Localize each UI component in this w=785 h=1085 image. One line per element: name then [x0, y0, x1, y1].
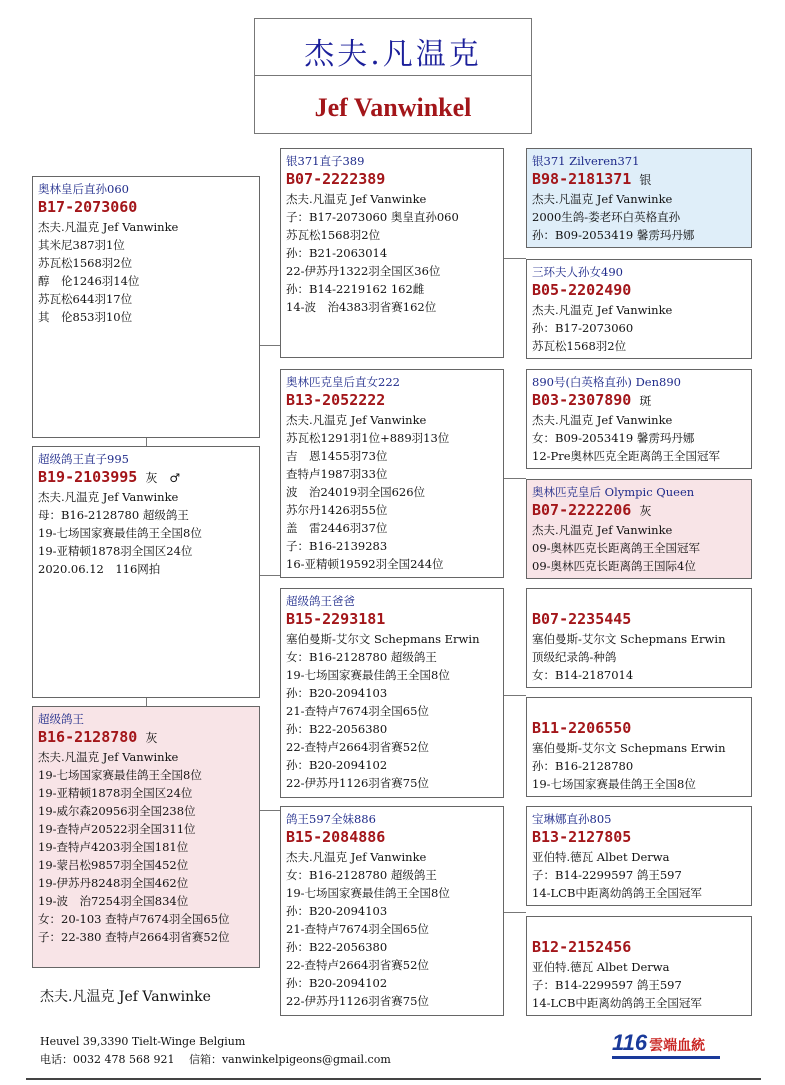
pedigree-box-sire: [32, 176, 260, 438]
ring-number: B12-2152456: [532, 938, 632, 956]
box-heading: 超级鸽王: [38, 712, 84, 726]
box-line: 苏瓦松644羽17位: [38, 292, 133, 306]
box-line: 女：20-103 查特卢7674羽全国65位: [38, 912, 230, 926]
box-line: 女：B16-2128780 超级鸽王: [286, 650, 437, 664]
box-line: 21-查特卢7674羽全国65位: [286, 922, 429, 936]
box-line: 子：B16-2139283: [286, 539, 388, 553]
box-line: 孙：B22-2056380: [286, 940, 388, 954]
box-line: 22-伊苏丹1126羽省赛75位: [286, 994, 429, 1008]
box-line: 21-查特卢7674羽全国65位: [286, 704, 429, 718]
ring-number: B07-2222206 灰: [532, 501, 652, 519]
box-line: 孙：B09-2053419 馨雳玛丹娜: [532, 228, 695, 242]
box-line: 14-波 治4383羽省赛162位: [286, 300, 437, 314]
connector-line: [260, 810, 280, 811]
ring-number: B16-2128780 灰: [38, 728, 158, 746]
box-line: 19-七场国家赛最佳鸽王全国8位: [38, 526, 202, 540]
box-line: 19-蒙吕松9857羽全国452位: [38, 858, 189, 872]
box-heading: 890号(白英格直孙) Den890: [532, 375, 681, 389]
box-heading: [532, 920, 751, 938]
box-heading: 银371 Zilveren371: [532, 154, 640, 168]
box-line: 19-波 治7254羽全国834位: [38, 894, 189, 908]
box-heading: 银371直子389: [286, 154, 365, 168]
box-line: 19-亚精顿1878羽全国区24位: [38, 544, 193, 558]
box-line: 其米尼387羽1位: [38, 238, 125, 252]
box-heading: 鸽王597全妹886: [286, 812, 376, 826]
box-line: 22-查特卢2664羽省赛52位: [286, 740, 429, 754]
box-line: 孙：B20-2094102: [286, 758, 388, 772]
box-line: 孙：B20-2094103: [286, 904, 388, 918]
box-heading: 超级鸽王爸爸: [286, 594, 355, 608]
box-line: 杰夫.凡温克 Jef Vanwinke: [38, 750, 179, 764]
box-line: 女：B09-2053419 馨雳玛丹娜: [532, 431, 695, 445]
ring-number: B13-2052222: [286, 391, 386, 409]
box-line: 子：22-380 查特卢2664羽省赛52位: [38, 930, 230, 944]
box-line: 女：B14-2187014: [532, 668, 634, 682]
box-line: 孙：B16-2128780: [532, 759, 634, 773]
box-line: 杰夫.凡温克 Jef Vanwinke: [286, 413, 427, 427]
pedigree-box-ggp-3: [526, 369, 752, 469]
address-line: Heuvel 39,3390 Tielt-Winge Belgium: [40, 1035, 246, 1048]
brand-logo: [612, 1030, 722, 1058]
box-line: 19-七场国家赛最佳鸽王全国8位: [286, 886, 450, 900]
box-line: 22-伊苏丹1322羽全国区36位: [286, 264, 441, 278]
box-line: 孙：B21-2063014: [286, 246, 388, 260]
box-line: 19-七场国家赛最佳鸽王全国8位: [286, 668, 450, 682]
pedigree-box-ggp-4: [526, 479, 752, 579]
owner-name: 杰夫.凡温克 Jef Vanwinke: [40, 989, 211, 1005]
ring-number: B13-2127805: [532, 828, 632, 846]
pedigree-box-ggp-1: [526, 148, 752, 248]
title-box: [254, 18, 532, 134]
contact-info: [40, 1033, 391, 1069]
ring-number: B15-2084886: [286, 828, 386, 846]
box-line: 2000生鸽-娄老环白英格直孙: [532, 210, 681, 224]
title-chinese: 杰夫.凡温克: [304, 37, 482, 72]
ring-number: B15-2293181: [286, 610, 386, 628]
box-line: 孙：B20-2094102: [286, 976, 388, 990]
pedigree-box-ggp-6: [526, 697, 752, 797]
box-line: 杰夫.凡温克 Jef Vanwinke: [38, 220, 179, 234]
connector-line: [260, 345, 280, 346]
box-line: 杰夫.凡温克 Jef Vanwinke: [286, 850, 427, 864]
box-heading: 奥林匹克皇后直女222: [286, 375, 400, 389]
box-line: 塞伯曼斯-艾尔文 Schepmans Erwin: [532, 741, 726, 755]
box-line: 2020.06.12 116网拍: [38, 562, 161, 576]
footer-divider: [26, 1078, 761, 1080]
pedigree-box-grandsire-2: [280, 588, 504, 798]
connector-line: [504, 912, 526, 913]
box-line: 09-奥林匹克长距离鸽王全国冠军: [532, 541, 701, 555]
box-line: 吉 恩1455羽73位: [286, 449, 388, 463]
box-heading: 超级鸽王直子995: [38, 452, 129, 466]
box-line: 苏瓦松1568羽2位: [532, 339, 627, 353]
connector-line: [260, 575, 280, 576]
connector-line: [146, 438, 147, 446]
box-line: 14-LCB中距离幼鸽鸽王全国冠军: [532, 886, 702, 900]
connector-line: [504, 258, 526, 259]
box-line: 查特卢1987羽33位: [286, 467, 388, 481]
logo-text: 雲端血統: [649, 1038, 706, 1054]
connector-line: [504, 695, 526, 696]
box-line: 子：B14-2299597 鸽王597: [532, 868, 682, 882]
box-line: 16-亚精顿19592羽全国244位: [286, 557, 444, 571]
box-line: 波 治24019羽全国626位: [286, 485, 426, 499]
box-line: 苏瓦松1568羽2位: [38, 256, 133, 270]
box-line: 14-LCB中距离幼鸽鸽王全国冠军: [532, 996, 702, 1010]
ring-number: B07-2235445: [532, 610, 632, 628]
box-line: 22-伊苏丹1126羽省赛75位: [286, 776, 429, 790]
box-line: 孙：B17-2073060: [532, 321, 634, 335]
box-line: 杰夫.凡温克 Jef Vanwinke: [38, 490, 179, 504]
title-divider: [255, 75, 531, 76]
box-line: 19-七场国家赛最佳鸽王全国8位: [532, 777, 696, 791]
ring-number: B98-2181371 银: [532, 170, 652, 188]
box-line: 塞伯曼斯-艾尔文 Schepmans Erwin: [532, 632, 726, 646]
box-line: 09-奥林匹克长距离鸽王国际4位: [532, 559, 696, 573]
logo-underline: [612, 1056, 720, 1059]
box-line: 19-七场国家赛最佳鸽王全国8位: [38, 768, 202, 782]
box-line: 19-伊苏丹8248羽全国462位: [38, 876, 189, 890]
box-heading: 奥林皇后直孙060: [38, 182, 129, 196]
ring-number: B19-2103995 灰 ♂: [38, 468, 181, 486]
box-line: 杰夫.凡温克 Jef Vanwinke: [532, 413, 673, 427]
pedigree-box-granddam-1: [280, 369, 504, 578]
pedigree-box-subject: [32, 446, 260, 698]
box-line: 苏瓦松1291羽1位+889羽13位: [286, 431, 450, 445]
ring-number: B03-2307890 斑: [532, 391, 652, 409]
pedigree-box-ggp-8: [526, 916, 752, 1016]
box-line: 杰夫.凡温克 Jef Vanwinke: [532, 192, 673, 206]
ring-number: B17-2073060: [38, 198, 138, 216]
box-line: 12-Pre奥林匹克全距离鸽王全国冠军: [532, 449, 721, 463]
box-line: 孙：B22-2056380: [286, 722, 388, 736]
box-heading: 三环夫人孙女490: [532, 265, 623, 279]
box-heading: [532, 592, 751, 610]
box-line: 女：B16-2128780 超级鸽王: [286, 868, 437, 882]
title-english: Jef Vanwinkel: [314, 93, 472, 122]
box-line: 19-亚精顿1878羽全国区24位: [38, 786, 193, 800]
box-line: 杰夫.凡温克 Jef Vanwinke: [532, 523, 673, 537]
pedigree-box-ggp-2: [526, 259, 752, 359]
logo-number: 116: [612, 1030, 648, 1055]
pedigree-box-dam: [32, 706, 260, 968]
box-line: 亚伯特.德瓦 Albet Derwa: [532, 960, 670, 974]
box-line: 苏尔丹1426羽55位: [286, 503, 388, 517]
box-line: 塞伯曼斯-艾尔文 Schepmans Erwin: [286, 632, 480, 646]
pedigree-box-ggp-5: [526, 588, 752, 688]
phone-email-line: 电话：0032 478 568 921 信箱：vanwinkelpigeons@gmail.com: [40, 1053, 391, 1066]
box-line: 22-查特卢2664羽省赛52位: [286, 958, 429, 972]
box-line: 子：B14-2299597 鸽王597: [532, 978, 682, 992]
box-line: 母：B16-2128780 超级鸽王: [38, 508, 189, 522]
box-line: 孙：B20-2094103: [286, 686, 388, 700]
box-line: 19-查特卢4203羽全国181位: [38, 840, 189, 854]
box-line: 杰夫.凡温克 Jef Vanwinke: [532, 303, 673, 317]
ring-number: B11-2206550: [532, 719, 632, 737]
box-line: 盖 雷2446羽37位: [286, 521, 388, 535]
box-heading: 奥林匹克皇后 Olympic Queen: [532, 485, 695, 499]
pedigree-box-grandsire-1: [280, 148, 504, 358]
box-line: 子：B17-2073060 奥皇直孙060: [286, 210, 459, 224]
box-line: 19-威尔森20956羽全国238位: [38, 804, 196, 818]
pedigree-box-granddam-2: [280, 806, 504, 1016]
connector-line: [146, 698, 147, 706]
box-line: 亚伯特.德瓦 Albet Derwa: [532, 850, 670, 864]
box-heading: [532, 701, 751, 719]
box-line: 顶级纪录鸽-种鸽: [532, 650, 617, 664]
box-line: 苏瓦松1568羽2位: [286, 228, 381, 242]
box-line: 杰夫.凡温克 Jef Vanwinke: [286, 192, 427, 206]
box-line: 孙：B14-2219162 162雌: [286, 282, 425, 296]
pedigree-box-ggp-7: [526, 806, 752, 906]
box-line: 其 伦853羽10位: [38, 310, 133, 324]
connector-line: [504, 478, 526, 479]
box-heading: 宝琳娜直孙805: [532, 812, 612, 826]
box-line: 醇 伦1246羽14位: [38, 274, 140, 288]
ring-number: B07-2222389: [286, 170, 386, 188]
ring-number: B05-2202490: [532, 281, 632, 299]
box-line: 19-查特卢20522羽全国311位: [38, 822, 196, 836]
